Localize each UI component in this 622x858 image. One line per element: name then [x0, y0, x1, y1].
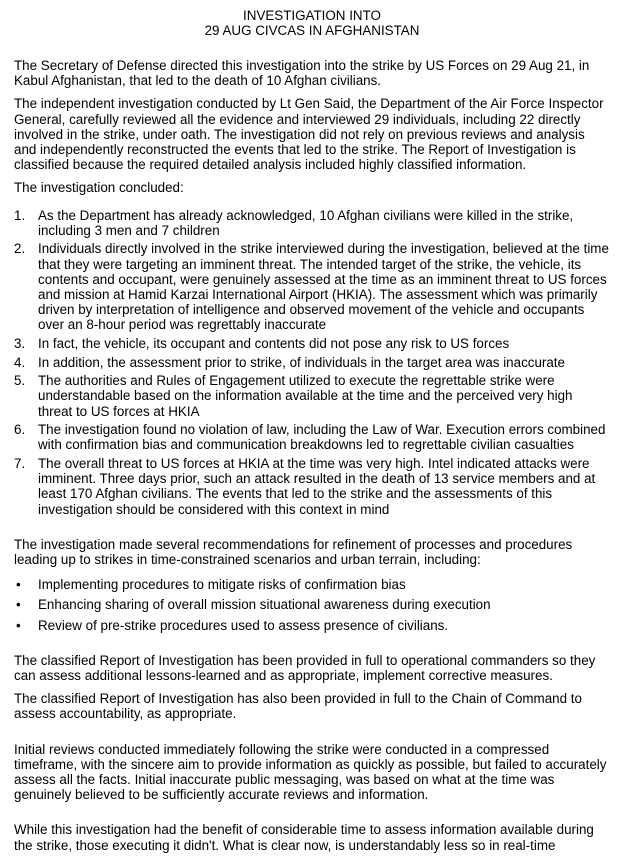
conclusion-text: As the Department has already acknowledged, 10 Afghan civilians were killed in the strike, including 3 men and 7 children — [38, 207, 574, 238]
recommendation-text: Enhancing sharing of overall mission situational awareness during execution — [38, 597, 491, 613]
conclusion-item — [14, 373, 610, 419]
recommendation-text: Implementing procedures to mitigate risks of confirmation bias — [38, 577, 406, 593]
conclusion-item — [14, 208, 610, 238]
conclusion-text: Individuals directly involved in the strike interviewed during the investigation, believed at the time that they were targeting an imminent threat. The intended target of the strike, the vehicle, its contents and occupant, were genuinely assessed at the time as an imminent threat to US forces and mission at Hamid Karzai International Airport (HKIA). The assessment which was primarily driven by interpretation of intelligence and observed movement of the vehicle and occupants over an 8-hour period was regrettably inaccurate — [38, 241, 609, 333]
conclusion-number: 1. — [14, 207, 26, 223]
conclusion-text: The authorities and Rules of Engagement utilized to execute the regrettable strike were understandable based on the information available at the time and the perceived very high threat to US forces at HKIA — [38, 373, 573, 419]
conclusion-item — [14, 456, 610, 517]
report-paragraph-2: The classified Report of Investigation has also been provided in full to the Chain of Command to assess accountability, as appropriate. — [14, 691, 582, 722]
conclusions-heading: The investigation concluded: — [14, 180, 184, 196]
conclusion-text: In fact, the vehicle, its occupant and contents did not pose any risk to US forces — [38, 336, 510, 352]
conclusion-number: 5. — [14, 373, 26, 389]
recommendation-item — [14, 597, 610, 612]
title-line-2: 29 AUG CIVCAS IN AFGHANISTAN — [204, 23, 420, 38]
conclusion-number: 7. — [14, 456, 26, 472]
title-line-1: INVESTIGATION INTO — [243, 8, 381, 23]
document-title — [14, 8, 610, 38]
conclusion-text: In addition, the assessment prior to strike, of individuals in the target area was inaccurate — [38, 354, 565, 370]
conclusions-list — [14, 208, 610, 517]
recommendations-intro: The investigation made several recommendations for refinement of processes and procedures leading up to strikes in time-constrained scenarios and urban terrain, including: — [14, 536, 573, 568]
conclusion-item — [14, 422, 610, 452]
recommendation-item — [14, 618, 610, 633]
intro-paragraph-2: The independent investigation conducted by Lt Gen Said, the Department of the Air Force Inspector General, carefully reviewed all the evidence and interviewed 29 individuals, including 22 directly involved in the strike, under oath. The investigation did not rely on previous reviews and analysis and independently reconstructed the events that led to the strike. The Report of Investigation is classified because the required detailed analysis included highly classified information. — [14, 96, 604, 173]
initial-reviews-paragraph: Initial reviews conducted immediately following the strike were conducted in a compressed timeframe, with the sincere aim to provide information as quickly as possible, but failed to accurately assess all the facts. Initial inaccurate public messaging, was based on what at the time was genuinely believed to be sufficiently accurate reviews and information. — [14, 741, 607, 803]
document-page — [14, 8, 610, 853]
closing-paragraph: While this investigation had the benefit of considerable time to assess information available during the strike, those executing it didn't. What is clear now, is understandably less so in real-time — [14, 822, 594, 853]
intro-paragraph-1: The Secretary of Defense directed this investigation into the strike by US Forces on 29 Aug 21, in Kabul Afghanistan, that led to the death of 10 Afghan civilians. — [14, 58, 590, 89]
conclusion-text: The investigation found no violation of law, including the Law of War. Execution errors combined with confirmation bias and communication breakdowns led to regrettable civilian casualties — [38, 422, 606, 453]
conclusion-text: The overall threat to US forces at HKIA at the time was very high. Intel indicated attacks were imminent. Three days prior, such an attack resulted in the death of 13 service members and at least 170 Afghan civilians. The events that led to the strike and the assessments of this investigation should be considered with this context in mind — [38, 456, 596, 517]
conclusion-item — [14, 241, 610, 332]
recommendation-item — [14, 577, 610, 592]
recommendations-list — [14, 577, 610, 633]
conclusion-item — [14, 355, 610, 370]
bullet-icon: • — [16, 617, 21, 633]
conclusion-number: 3. — [14, 336, 26, 352]
bullet-icon: • — [16, 577, 21, 593]
report-paragraph-1: The classified Report of Investigation has been provided in full to operational commanders so they can assess additional lessons-learned and as appropriate, implement corrective measures. — [14, 652, 596, 684]
bullet-icon: • — [16, 597, 21, 613]
conclusion-item — [14, 336, 610, 351]
conclusion-number: 2. — [14, 241, 26, 257]
conclusion-number: 4. — [14, 354, 26, 370]
recommendation-text: Review of pre-strike procedures used to assess presence of civilians. — [38, 617, 449, 633]
conclusion-number: 6. — [14, 422, 26, 438]
